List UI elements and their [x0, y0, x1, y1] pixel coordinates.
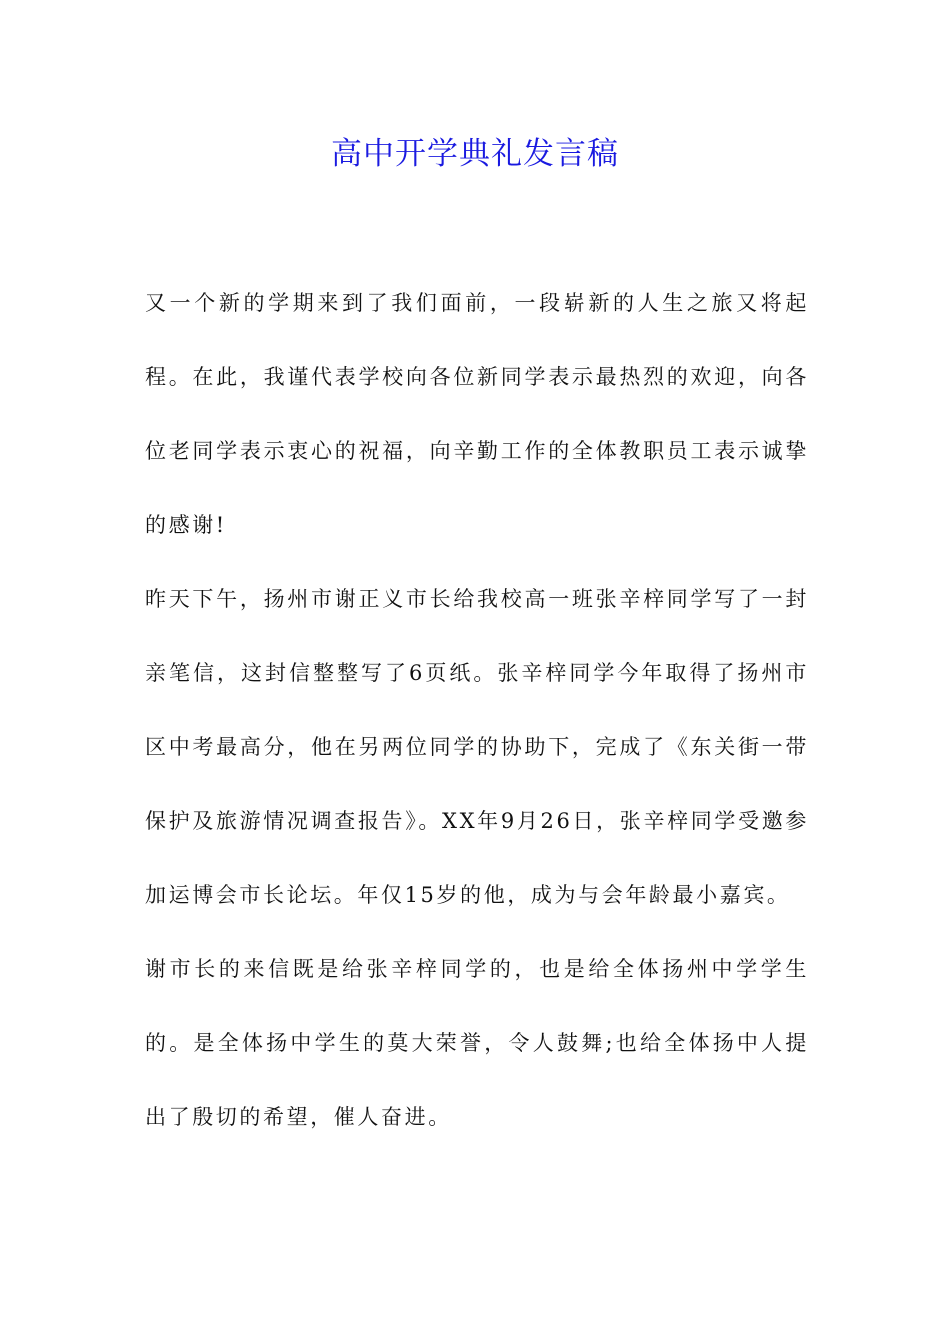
paragraph-2: 昨天下午，扬州市谢正义市长给我校高一班张辛梓同学写了一封亲笔信，这封信整整写了6页纸。张辛梓同学今年取得了扬州市区中考最高分，他在另两位同学的协助下，完成了《东关街一带保护及旅游情况调查报告》。XX年9月26日，张辛梓同学受邀参加运博会市长论坛。年仅15岁的他，成为与会年龄最小嘉宾。: [145, 587, 809, 907]
paragraph-3: 谢市长的来信既是给张辛梓同学的，也是给全体扬州中学学生的。是全体扬中学生的莫大荣誉，令人鼓舞;也给全体扬中人提出了殷切的希望，催人奋进。: [145, 957, 809, 1129]
document-body: [145, 266, 809, 1154]
document-title: 高中开学典礼发言稿: [331, 136, 619, 172]
paragraph-1: 又一个新的学期来到了我们面前，一段崭新的人生之旅又将起程。在此，我谨代表学校向各位新同学表示最热烈的欢迎，向各位老同学表示衷心的祝福，向辛勤工作的全体教职员工表示诚挚的感谢!: [145, 291, 809, 537]
